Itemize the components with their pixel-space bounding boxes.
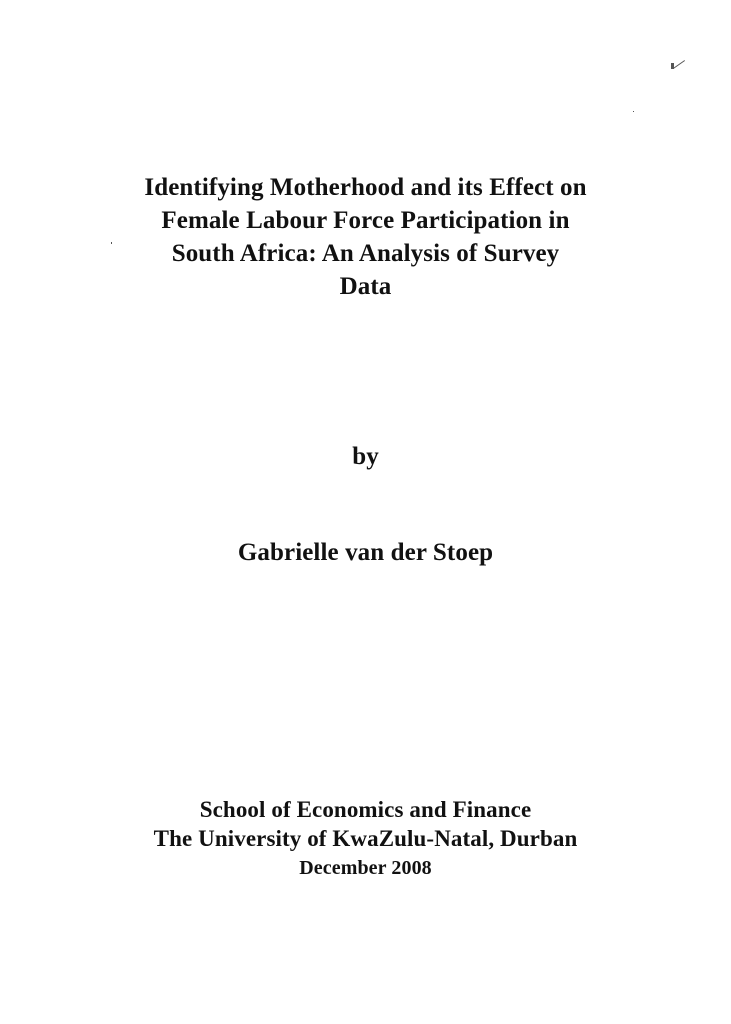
scan-mark-stroke-1 bbox=[673, 60, 685, 69]
scan-mark-stroke-2 bbox=[671, 63, 674, 69]
submission-date: December 2008 bbox=[299, 857, 432, 879]
institution-school: School of Economics and Finance bbox=[199, 797, 532, 822]
institution-university: The University of KwaZulu-Natal, Durban bbox=[153, 826, 578, 851]
thesis-title-line-3: South Africa: An Analysis of Survey bbox=[171, 240, 560, 267]
scan-mark-dot-1 bbox=[633, 111, 634, 112]
author-name: Gabrielle van der Stoep bbox=[237, 539, 494, 566]
by-label: by bbox=[352, 443, 379, 470]
thesis-title-line-1: Identifying Motherhood and its Effect on bbox=[144, 174, 587, 201]
thesis-title-line-2: Female Labour Force Participation in bbox=[161, 207, 570, 234]
thesis-title-line-4: Data bbox=[339, 273, 392, 300]
